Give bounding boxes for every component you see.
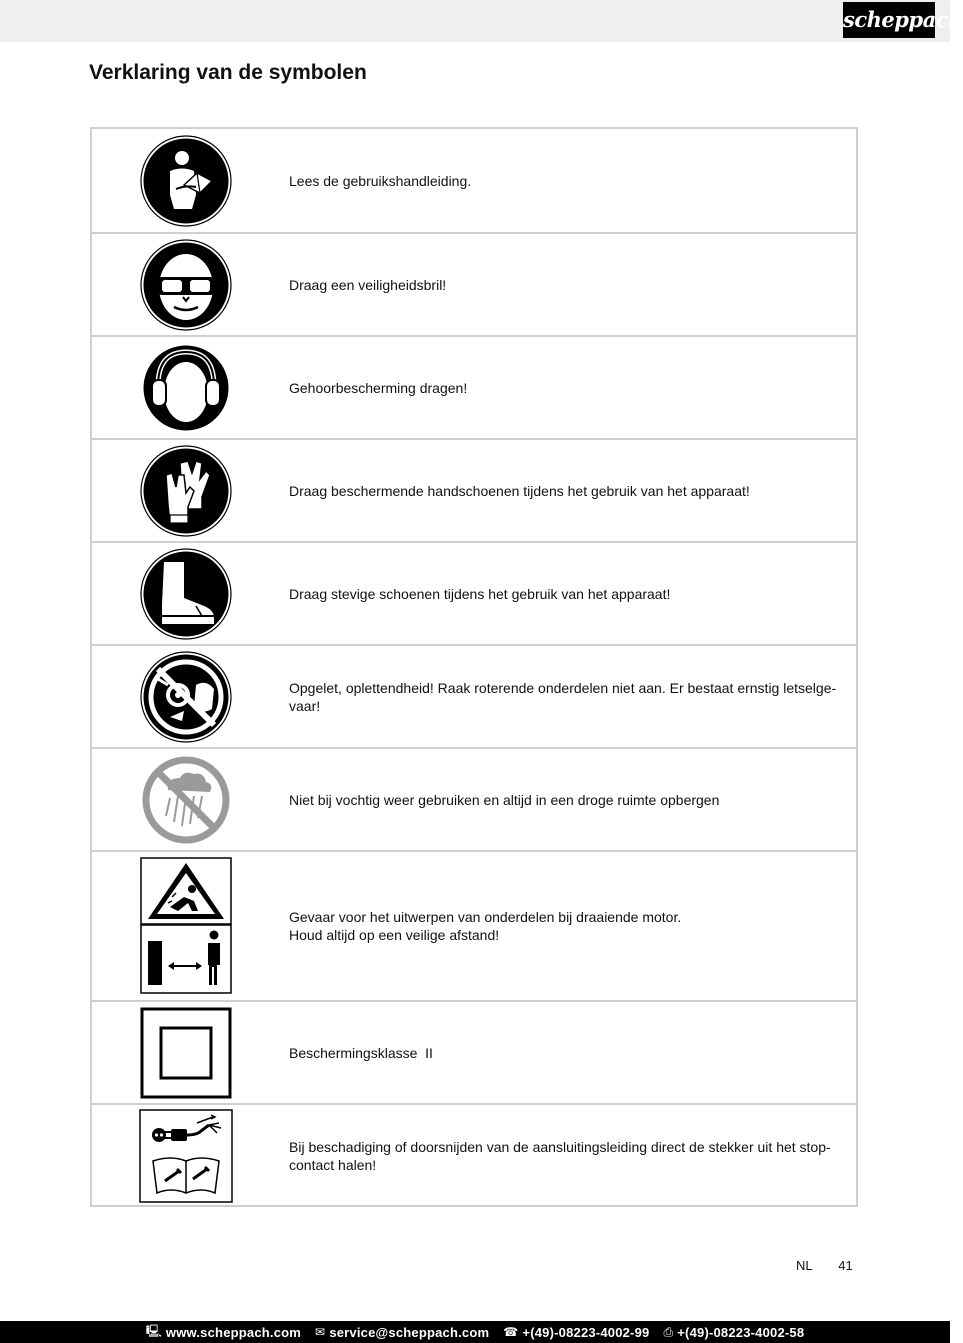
symbol-description: Niet bij vochtig weer gebruiken en altijd in een droge ruimte opbergen	[289, 791, 720, 808]
symbol-row	[92, 541, 858, 644]
phone-number: +(49)-08223-4002-99	[522, 1324, 650, 1340]
no-rain-icon	[138, 749, 234, 850]
page-number: 41	[838, 1258, 853, 1273]
email-link[interactable]: service@scheppach.com	[329, 1324, 490, 1340]
symbol-row	[92, 1103, 858, 1207]
symbol-row	[92, 747, 858, 850]
top-bar	[0, 0, 950, 42]
email-item[interactable]	[315, 1325, 489, 1340]
page-footer	[796, 1258, 875, 1273]
read-manual-icon	[138, 129, 234, 232]
symbol-row	[92, 1000, 858, 1103]
symbol-description: Lees de gebruikshandleiding.	[289, 172, 472, 189]
symbol-row	[92, 644, 858, 747]
symbol-row	[92, 850, 858, 1000]
rotating-parts-icon	[138, 646, 234, 747]
symbol-description: Draag beschermende handschoenen tijdens het gebruik van het apparaat!	[289, 482, 750, 499]
symbol-row	[92, 438, 858, 541]
website-item[interactable]	[146, 1322, 301, 1343]
symbol-row	[92, 232, 858, 335]
fax-number: +(49)-08223-4002-58	[677, 1324, 805, 1340]
symbol-description: Draag een veiligheidsbril!	[289, 276, 447, 293]
fax-item	[663, 1325, 804, 1340]
symbol-description: Beschermingsklasse II	[289, 1044, 433, 1061]
protection-class-ii-icon	[138, 1002, 234, 1103]
language-code: NL	[796, 1258, 813, 1273]
website-link[interactable]: www.scheppach.com	[165, 1324, 302, 1340]
phone-item	[503, 1325, 649, 1340]
symbol-row	[92, 335, 858, 438]
symbol-description: Bij beschadiging of doorsnijden van de aansluitingsleiding direct de stekker uit het stop-contact halen!	[289, 1139, 831, 1173]
unplug-damaged-cable-icon	[138, 1105, 234, 1207]
contact-bar	[0, 1321, 950, 1343]
safety-goggles-icon	[138, 234, 234, 335]
page-title: Verklaring van de symbolen	[89, 61, 367, 84]
ejected-parts-distance-icon	[138, 852, 234, 1000]
brand-logo: scheppach	[843, 2, 935, 38]
symbol-description: Gevaar voor het uitwerpen van onderdelen bij draaiende motor. Houd altijd op een veilige afstand!	[289, 909, 682, 943]
fax-icon: ⎙	[663, 1324, 674, 1339]
computer-icon: 🖳	[145, 1323, 162, 1338]
email-icon: ✉	[315, 1325, 326, 1339]
symbol-description: Opgelet, oplettendheid! Raak roterende onderdelen niet aan. Er bestaat ernstig letselge-vaar!	[289, 679, 837, 714]
symbol-description: Gehoorbescherming dragen!	[289, 379, 468, 396]
safety-boots-icon	[138, 543, 234, 644]
symbol-description: Draag stevige schoenen tijdens het gebruik van het apparaat!	[289, 585, 671, 602]
phone-icon: ☎	[503, 1325, 519, 1339]
symbol-table	[90, 127, 858, 1207]
ear-protection-icon	[138, 337, 234, 438]
symbol-row	[92, 129, 858, 232]
gloves-icon	[138, 440, 234, 541]
